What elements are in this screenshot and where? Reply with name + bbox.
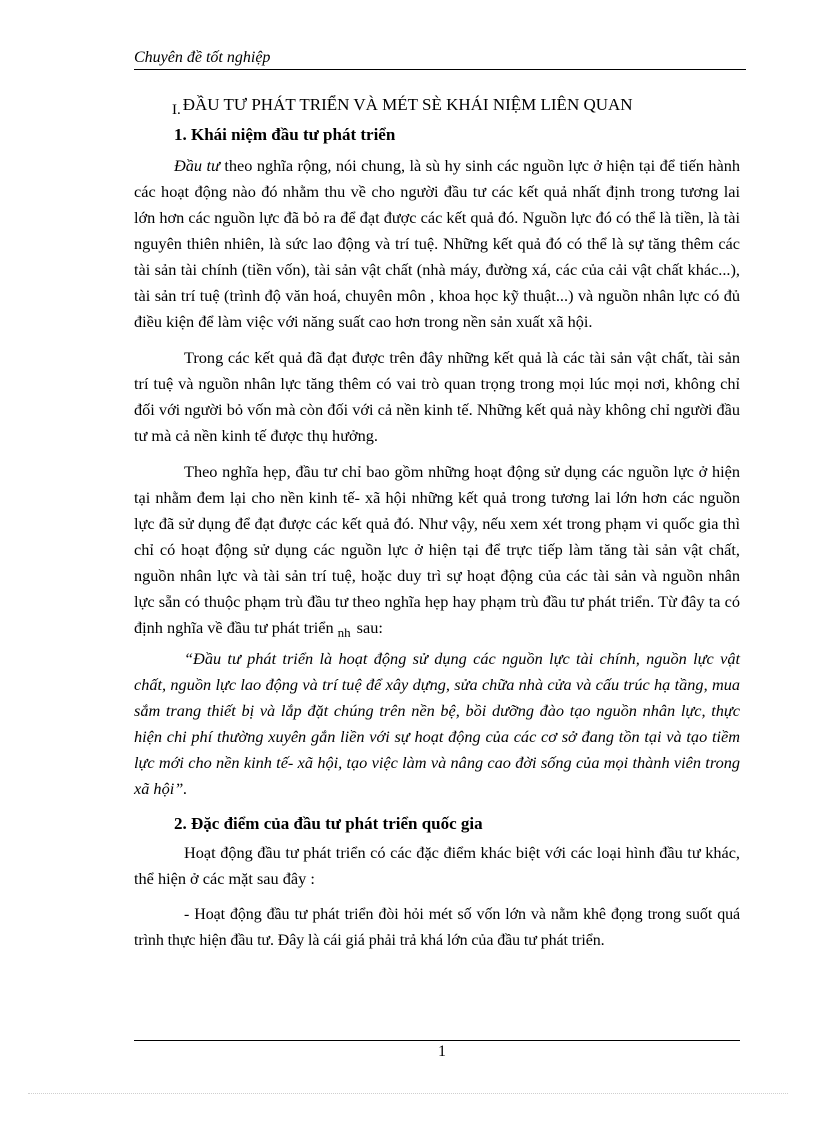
page-bottom-border [28,1093,788,1094]
paragraph-characteristics-intro: Hoạt động đầu tư phát triển có các đặc điểm khác biệt với các loại hình đầu tư khác, thể hiện ở các mặt sau đây : [134,843,740,888]
page-number: 1 [438,1043,446,1060]
paragraph-definition-broad-text: theo nghĩa rộng, nói chung, là sù hy sinh các nguồn lực ở hiện tại để tiến hành các hoạt động nào đó nhằm thu về cho người đầu tư các kết quả nhất định trong tương lai lớn hơn các nguồn lực đã bỏ ra để đạt được các kết quả đó. Nguồn lực đó có thể là tiền, là tài nguyên thiên nhiên, là sức lao động và trí tuệ. Những kết quả đó có thể là sự tăng thêm các tài sản tài chính (tiền vốn), tài sản vật chất (nhà máy, đường xá, các của cải vật chất khác...), tài sản trí tuệ (trình độ văn hoá, chuyên môn , khoa học kỹ thuật...) và nguồn nhân lực có đủ điều kiện để làm việc với năng suất cao hơn trong nền sản xuất xã hội. [134,156,741,331]
paragraph-definition-narrow [134,459,740,646]
paragraph-results: Trong các kết quả đã đạt được trên đây những kết quả là các tài sản vật chất, tài sản trí tuệ và nguồn nhân lực tăng thêm có vai trò quan trọng trong mọi lúc mọi nơi, không chỉ đối với người bỏ vốn mà còn đối với cả nền kinh tế. Những kết quả này không chỉ người đầu tư mà cả nền kinh tế được thụ hưởng. [134,348,740,445]
section-heading [172,92,740,123]
subsection-heading-1: 1. Khái niệm đầu tư phát triển [174,125,396,144]
section-heading-text: ĐẦU TƯ PHÁT TRIỂN VÀ MÉT SÈ KHÁI NIỆM LIÊN QUAN [182,95,633,114]
running-header: Chuyên đề tốt nghiệp [134,48,746,70]
paragraph-characteristic-capital: - Hoạt động đầu tư phát triển đòi hỏi mét số vốn lớn và nằm khê đọng trong suốt quá trình thực hiện đầu tư. Đây là cái giá phải trả khá lớn của đầu tư phát triển. [134,906,740,949]
paragraph-definition-narrow-tail: sau: [356,618,383,637]
paragraph-definition-narrow-text: Theo nghĩa hẹp, đầu tư chỉ bao gồm những hoạt động sử dụng các nguồn lực ở hiện tại nhằm đem lại cho nền kinh tế- xã hội những kết quả trong tương lai lớn hơn các nguồn lực đã sử dụng để đạt được các kết quả đó. Như vậy, nếu xem xét trong phạm vi quốc gia thì chỉ có hoạt động sử dụng các nguồn lực ở hiện tại để trực tiếp làm tăng tài sản vật chất, nguồn nhân lực và tài sản trí tuệ, hoặc duy trì sự hoạt động của các tài sản và nguồn nhân lực sẵn có thuộc phạm trù đầu tư theo nghĩa hẹp hay phạm trù đầu tư phát triển. Từ đây ta có định nghĩa về đầu tư phát triển [134,462,740,637]
footer-divider [134,1040,740,1041]
paragraph-definition-broad [134,153,740,335]
section-roman-numeral: I. [172,102,181,118]
page-body [134,92,740,954]
nh-fragment: nh [337,625,351,640]
subsection-heading-2: 2. Đặc điểm của đầu tư phát triển quốc gia [174,814,483,833]
term-dau-tu: Đầu tư [174,156,220,175]
definition-quote: “Đầu tư phát triển là hoạt động sử dụng các nguồn lực tài chính, nguồn lực vật chất, nguồn lực lao động và trí tuệ để xây dựng, sửa chữa nhà cửa và cấu trúc hạ tầng, mua sắm trang thiết bị và lắp đặt chúng trên nền bệ, bồi dưỡng đào tạo nguồn nhân lực, thực hiện chi phí thường xuyên gắn liền với sự hoạt động của các cơ sở đang tồn tại và tạo tiềm lực mới cho nền kinh tế- xã hội, tạo việc làm và nâng cao đời sống của mọi thành viên trong xã hội”. [134,649,740,798]
